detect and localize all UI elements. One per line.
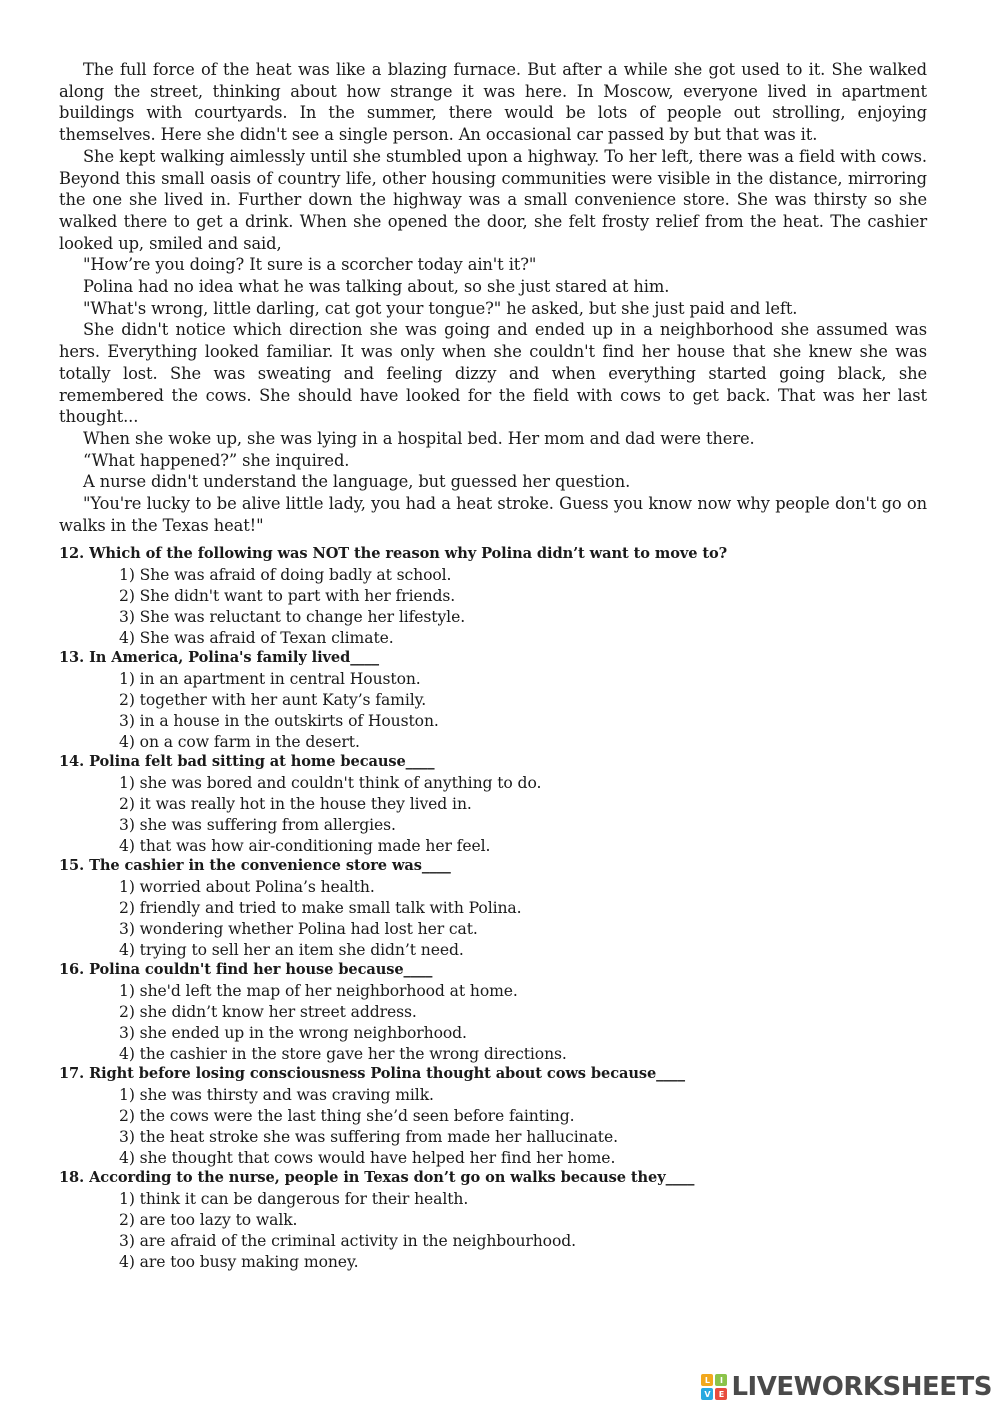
answer-option[interactable]: 2) she didn’t know her street address.	[119, 1003, 417, 1021]
question-title: 15. The cashier in the convenience store was____	[59, 857, 451, 875]
question-title: 12. Which of the following was NOT the reason why Polina didn’t want to move to?	[59, 545, 728, 563]
answer-option[interactable]: 2) it was really hot in the house they lived in.	[119, 795, 472, 814]
answer-option[interactable]: 2) friendly and tried to make small talk with Polina.	[119, 899, 522, 918]
question-18	[59, 1168, 927, 1272]
liveworksheets-watermark	[701, 1369, 992, 1405]
answer-option[interactable]: 2) the cows were the last thing she’d seen before fainting.	[119, 1106, 575, 1125]
story-paragraph: "How’re you doing? It sure is a scorcher today ain't it?"	[83, 255, 537, 275]
logo-tile: I	[715, 1374, 727, 1386]
question-12	[59, 544, 927, 648]
worksheet-page	[59, 59, 927, 1272]
story-paragraph: When she woke up, she was lying in a hospital bed. Her mom and dad were there.	[83, 428, 755, 448]
watermark-text: LIVEWORKSHEETS	[731, 1372, 992, 1402]
story-paragraph: "You're lucky to be alive little lady, you had a heat stroke. Guess you know now why people don't go on walks in the Texas heat!"	[59, 494, 927, 535]
answer-option[interactable]: 4) she thought that cows would have helped her find her home.	[119, 1148, 616, 1167]
answer-option[interactable]: 2) are too lazy to walk.	[119, 1210, 298, 1229]
story-paragraph: Polina had no idea what he was talking about, so she just stared at him.	[83, 277, 670, 297]
liveworksheets-logo-icon	[701, 1374, 727, 1400]
answer-option[interactable]: 4) that was how air-conditioning made her feel.	[119, 836, 491, 855]
answer-option[interactable]: 3) She was reluctant to change her lifestyle.	[119, 607, 466, 626]
story-paragraph: “What happened?” she inquired.	[83, 450, 350, 470]
story-paragraph: The full force of the heat was like a blazing furnace. But after a while she got used to it. She walked along the street, thinking about how strange it was here. In Moscow, everyone lived in apartment buildings with courtyards. In the summer, there would be lots of people out strolling, enjoying themselves. Here she didn't see a single person. An occasional car passed by but that was it.	[59, 60, 927, 145]
answer-option[interactable]: 1) she was thirsty and was craving milk.	[119, 1086, 434, 1105]
logo-tile: V	[701, 1388, 713, 1400]
question-title: 16. Polina couldn't find her house because____	[59, 961, 433, 979]
question-16	[59, 960, 927, 1064]
answer-option[interactable]: 1) She was afraid of doing badly at school.	[119, 566, 452, 585]
answer-option[interactable]: 4) She was afraid of Texan climate.	[119, 628, 394, 647]
answer-option[interactable]: 2) She didn't want to part with her friends.	[119, 587, 456, 606]
question-17	[59, 1064, 927, 1168]
answer-option[interactable]: 4) trying to sell her an item she didn’t need.	[119, 940, 464, 959]
story-paragraph: A nurse didn't understand the language, but guessed her question.	[83, 472, 631, 492]
answer-option[interactable]: 3) wondering whether Polina had lost her cat.	[119, 919, 478, 938]
answer-option[interactable]: 3) she was suffering from allergies.	[119, 815, 396, 834]
story-paragraph: She didn't notice which direction she was going and ended up in a neighborhood she assumed was hers. Everything looked familiar. It was only when she couldn't find her house that she knew she was totally lost. She was sweating and feeling dizzy and when everything started going black, she remembered the cows. She should have looked for the field with cows to get back. That was her last thought...	[59, 320, 927, 427]
answer-option[interactable]: 1) worried about Polina’s health.	[119, 878, 375, 897]
story-paragraph: "What's wrong, little darling, cat got your tongue?" he asked, but she just paid and left.	[83, 298, 798, 318]
question-13	[59, 648, 927, 752]
reading-passage	[59, 59, 927, 536]
answer-option[interactable]: 3) the heat stroke she was suffering from made her hallucinate.	[119, 1127, 618, 1146]
logo-tile: E	[715, 1388, 727, 1400]
story-paragraph: She kept walking aimlessly until she stumbled upon a highway. To her left, there was a field with cows. Beyond this small oasis of country life, other housing communities were visible in the distance, mirroring the one she lived in. Further down the highway was a small convenience store. She was thirsty so she walked there to get a drink. When she opened the door, she felt frosty relief from the heat. The cashier looked up, smiled and said,	[59, 146, 927, 253]
answer-option[interactable]: 3) she ended up in the wrong neighborhood.	[119, 1023, 467, 1042]
question-14	[59, 752, 927, 856]
question-title: 17. Right before losing consciousness Polina thought about cows because____	[59, 1065, 685, 1083]
questions-section	[59, 544, 927, 1272]
answer-option[interactable]: 1) she was bored and couldn't think of anything to do.	[119, 774, 542, 793]
answer-option[interactable]: 4) the cashier in the store gave her the wrong directions.	[119, 1044, 567, 1063]
answer-option[interactable]: 2) together with her aunt Katy’s family.	[119, 691, 427, 710]
question-title: 18. According to the nurse, people in Texas don’t go on walks because they____	[59, 1169, 695, 1187]
answer-option[interactable]: 1) in an apartment in central Houston.	[119, 670, 421, 689]
question-15	[59, 856, 927, 960]
answer-option[interactable]: 1) she'd left the map of her neighborhood at home.	[119, 982, 518, 1001]
question-title: 13. In America, Polina's family lived____	[59, 649, 379, 667]
question-title: 14. Polina felt bad sitting at home because____	[59, 753, 435, 771]
logo-tile: L	[701, 1374, 713, 1386]
answer-option[interactable]: 3) are afraid of the criminal activity in the neighbourhood.	[119, 1231, 576, 1250]
answer-option[interactable]: 4) on a cow farm in the desert.	[119, 732, 360, 751]
answer-option[interactable]: 4) are too busy making money.	[119, 1252, 359, 1271]
answer-option[interactable]: 1) think it can be dangerous for their health.	[119, 1190, 469, 1209]
answer-option[interactable]: 3) in a house in the outskirts of Houston.	[119, 711, 439, 730]
